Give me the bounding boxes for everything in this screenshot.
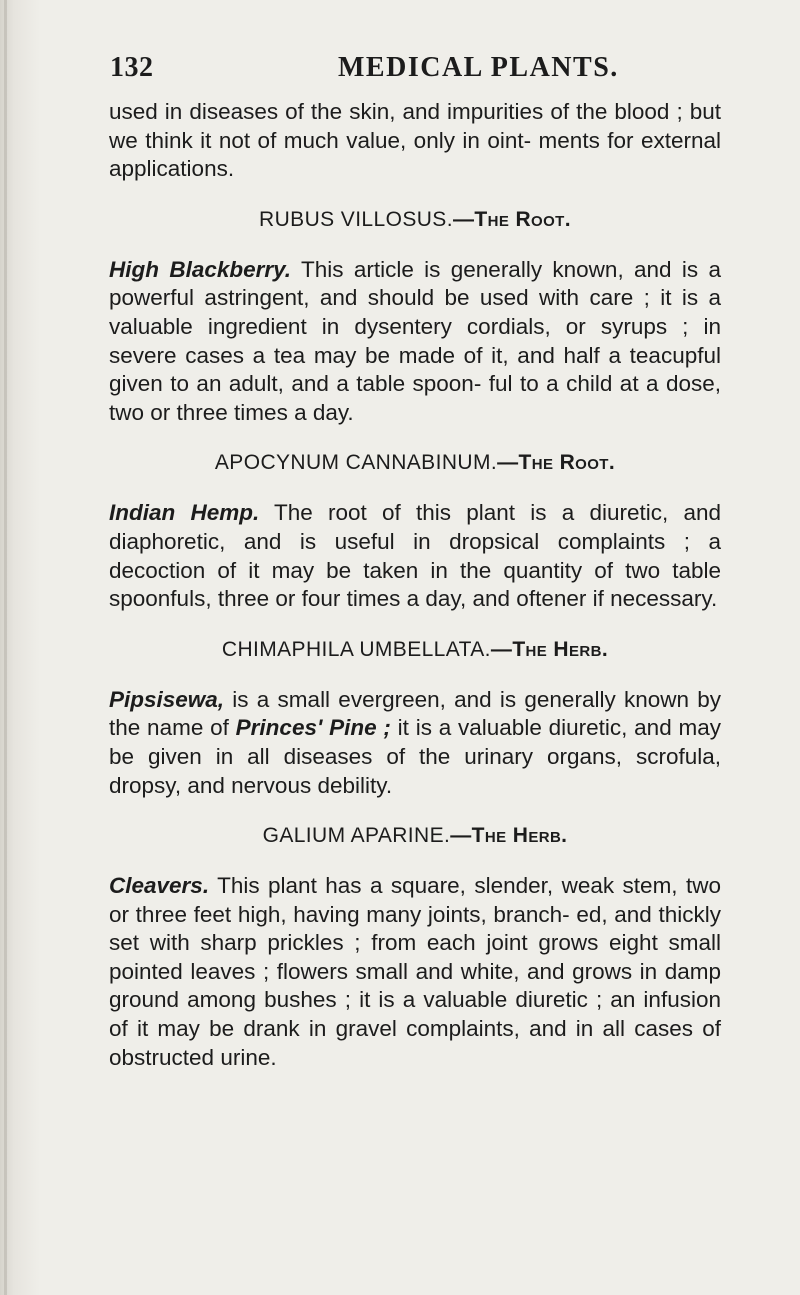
running-title: MEDICAL PLANTS. bbox=[338, 52, 619, 83]
entry-lead: Indian Hemp. bbox=[109, 500, 260, 526]
entry-heading bbox=[109, 449, 721, 477]
heading-main: GALIUM APARINE. bbox=[262, 824, 451, 848]
heading-sub: —The Root. bbox=[452, 207, 571, 231]
entry-text: This article is generally known, and is a powerful astringent, and should be used with care ; it is a valuable ingredient in dysentery cordials, or syrups ; in severe cases a tea may be made of it, and half a teacupful given to an adult, and a table spoon- ful to a child at a dose, two or three times a day. bbox=[109, 256, 721, 425]
entry-lead: High Blackberry. bbox=[109, 256, 292, 282]
entry-chimaphila bbox=[109, 636, 721, 800]
heading-sub: —The Herb. bbox=[450, 824, 568, 848]
entry-text: The root of this plant is a diuretic, and diaphoretic, and is useful in dropsical complaints ; a decoction of it may be taken in the quantity of two table spoonfuls, three or four times a day, and oftener if necessary. bbox=[109, 500, 721, 612]
heading-main: RUBUS VILLOSUS. bbox=[259, 207, 453, 231]
intro-paragraph: used in diseases of the skin, and impurities of the blood ; but we think it not of much value, only in oint- ments for external applications. bbox=[109, 99, 721, 182]
entry-text: is a small evergreen, and is generally known by the name of bbox=[109, 686, 721, 741]
heading-sub: —The Root. bbox=[497, 451, 616, 475]
entry-galium bbox=[109, 822, 721, 1072]
entry-text: This plant has a square, slender, weak stem, two or three feet high, having many joints, branch- ed, and thickly set with sharp prickles ; from each joint grows eight small pointed leaves ; flowers small and white, and grows in damp ground among bushes ; it is a valuable diuretic ; an infusion of it may be drank in gravel complaints, and in all cases of obstructed urine. bbox=[109, 873, 721, 1070]
entry-heading bbox=[109, 636, 721, 664]
heading-sub: —The Herb. bbox=[490, 637, 609, 661]
entry-paragraph bbox=[109, 499, 721, 613]
entry-apocynum bbox=[109, 449, 721, 613]
page-body bbox=[109, 98, 721, 1072]
heading-main: CHIMAPHILA UMBELLATA. bbox=[221, 637, 491, 661]
entry-rubus bbox=[109, 206, 721, 428]
entry-text: it is a valuable diuretic, and may be given in all diseases of the urinary organs, scrofula, dropsy, and nervous debility. bbox=[109, 715, 721, 798]
entry-heading bbox=[109, 822, 721, 850]
heading-main: APOCYNUM CANNABINUM. bbox=[214, 451, 498, 475]
entry-lead: Pipsisewa, bbox=[109, 686, 225, 712]
entry-lead: Cleavers. bbox=[109, 873, 210, 899]
page-number: 132 bbox=[110, 52, 154, 83]
entry-inline-italic: Princes' Pine ; bbox=[235, 715, 391, 741]
entry-heading bbox=[109, 206, 721, 234]
page-header bbox=[110, 52, 750, 88]
entry-paragraph bbox=[109, 256, 721, 428]
binding-gutter bbox=[4, 0, 7, 1295]
entry-paragraph bbox=[109, 872, 721, 1072]
entry-paragraph bbox=[109, 686, 721, 800]
